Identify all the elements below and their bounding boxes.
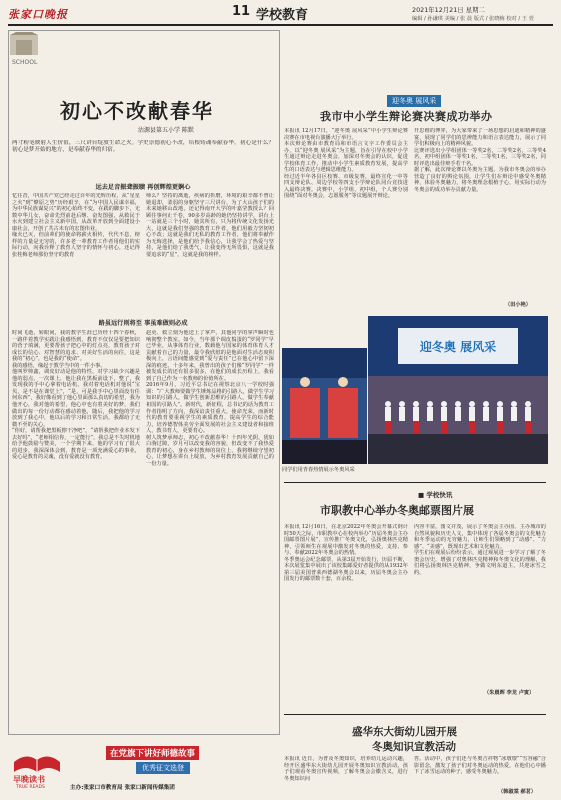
right2-col-a: 本报讯 12月16日，在北京2022年冬奥会开幕式倒计时50天之际，市职教中心在校内举办“历届冬奥会主办国邮票图片展”，宣传推广冬奥文化，弘扬奥林匹克精神，引领师生在观展中激发对冬奥的热爱，支持、参与、奉献2022年冬奥会的热情。 冬季奥运会纪念邮票，从第3届开始发行，历届不断，本次展览集中展出了该校集邮爱好者提供的从1932年第三届美国普莱西德湖冬奥会以来，历届冬奥会主办国发行的邮票数十套，百余枚。 — [284, 524, 408, 583]
debate-stage-photo — [368, 316, 548, 464]
logo-text: SCHOOL — [12, 59, 38, 66]
left-headline: 初心不改献春华 — [60, 99, 214, 123]
right2-col-b: 内容丰富，图文并茂，展示了冬奥会主办国、主办城市的自然风貌和历史人文，集中体现了各届冬奥会的文化魅力和冬季运动的无穷魅力，让师生们领略到了“动感”、“力感”、“美感”，既现出艺术和文化魅力。 学生们在观展后纷纷表示，通过观展进一步学习了解了冬奥会历史，增强了对奥林匹克精神和冬奥文化的理解，我们将弘扬奥林匹克精神，争做文明东道主，共迎冰雪之约。 — [414, 524, 546, 576]
left-intro: 两寸粉笔映射人生价值，三尺讲台绽放生命之火。学史崇德初心不改，培根铸魂奉献春华。初心是什么？初心是梦开始的地方，是奉献春华的归宿。 — [12, 140, 274, 153]
photo-caption: 同学们用青春热情展示冬奥风采 — [282, 467, 355, 473]
left-col-2b: 赵更、救立刻为他送上了掌声，其他同学的掌声瞬时也响彻整个教室。如今，当年那个调皮捣蛋的“罗同学”早已毕业，从事体育行业，数载他与国家的体育体育人才贡献着自己的力量，最令我欣慰的是他面对生活态度积极向上，言语间能感觉到“爱与责任”已在他心中留下深深的痕迹。十多年来，我曾出的孩子们像“罗同学”一样被发成长的还有很多很多，在他们的成长历程上，我看到了自己作为一名教师的价值所在。 2016年9月，习近平总书记在视察北京八一学校时强调：“广大教师要做学生锤炼品格的引路人，做学生学习知识的引路人，做学生创新思维的引路人，做学生奉献祖国的引路人”。新时代，新征程，总书记的话为教育工作者指明了方向，我深谙责任重大，使命光荣。而新时代的教育要重视学生的素质教育，提高学生的综合能力，培养德智体美劳全面发展的社会主义建设者和接班人，教书育人，更要育心。 树人筑梦承师志，初心不改献春华！十四年光阴，犹如白驹过隙，岁月可以改变我的容貌，但改变不了我热爱教育的初心，身在乡村教师的岗位上，我将继续守望初心，让梦想在讲台上绽放，为乡村教育发展贡献自己的一份力量。 — [146, 330, 274, 467]
kicker-badge: 迎冬奥 展风采 — [387, 95, 441, 107]
right-headline-3-line2: 冬奥知识宣教活动 — [372, 741, 456, 753]
footer-sponsors: 主办:张家口市教育局 张家口新闻传媒集团 — [70, 785, 175, 791]
editors-line: 编辑 / 孙谦琪 美编 / 张 晨 版式 / 张晓梅 校对 / 王 萱 — [412, 16, 534, 22]
right1-col-b: 开思维的博弈，为大家带来了一场思想的启迪和精神的盛宴，展现了同学们的思辨能力和语言表达能力，展示了同学们积极向上的精神风貌。 比赛评选出小学组团体一等奖2名，二等奖2名，三等奖4名，初中组团体一等奖1名，二等奖1名，三等奖2名，同时评选出最佳辩手若干名。 据了解，此次辩论赛以冬奥为主题，为我市冬奥会的举办营造了良好的舆论氛围，让学生们在辩论中感受冬奥精神，体验冬奥魅力，将冬奥理念根植于心，用实际行动为冬奥会的成功举办贡献力量。 — [414, 128, 546, 193]
divider-2 — [284, 714, 546, 715]
book-icon — [8, 738, 66, 778]
left-col-1a: 忆往昔，中国共产党已经走过百年的光辉历程，从“星星之火”到“燎原之势”历经艰辛，在“为中国人民谋幸福，为中华民族谋复兴”的初心始终不变，在践的脚步下，无数中华儿女，奋命先烈前赴后继、奋发图强，从救民于水火到建立社会主义新中国，从改革开放到全面建设小康社会，开创了共古未有的宏图伟业。 缘火已灭，但前辈们的使命将薪火相传，代代不息，榜样的力量是无穷的，许多老一辈教育工作者用他们的实际行动，向我诠释了教育人坚守的情怀与初心。还记得张桂梅老师那份坚守的教育 — [12, 193, 140, 258]
masthead: 张家口晚报 — [8, 8, 68, 21]
left-subhead-2: 路虽远行则将至 事虽难做则必成 — [98, 320, 188, 327]
left-col-2a: 时间飞逝，转眼间，我的教学生涯已历经十四个春秋，一路伴着教学实践让我感悟到，教育不仅仅是要把知识的营子填满，更要帮孩子把心中的灯点亮，教育孩子对成长的信心、对智慧的追求、对美好生活的向往，这是我的“初心”，也是我的“使命”。 我的感悟，缘起于教学当中的一件小事。 他叫罗帅鑫，调皮好动是他的特性，对学习缺少兴趣是他的弱点，一次课上，他让我在黑板前设下，整了，我发现我的手中心拿着电话机，我对着电话机对他说“宝贝，是不是在课堂上”，“是，可是我手中心里面没有任何东西”，我好像看到了他心里面那么真切的希望，我为他开心，我对他的希望，他心中也有着美好的梦，我们做出的每一份行动都在感动着他，随后，我把他的学习放到了我心中，他以后的学习和日常生活，我都给了无微不至的关心。 “你好，请帮我把黑板擦干净吧”，“请帮我把作业本发下去好吗”，“老师相信你，一定能行”，我总是不失时机地给予他鼓励与赞美，一个学期下来，他的学习有了很大的进步，我深深体会到，教育是一项充满爱心的事业，爱心是教育的灵魂，没有爱就没有教育。 — [12, 330, 140, 461]
right3-author: （韩淑棠 郝茗） — [498, 789, 537, 795]
left-col-1b: 师么？坚持的离逝，疾病的折磨，环境的艰辛都不曾让她退却，柔弱的身躯坚守三尺讲台，为了大山孩子们的未来她移山改地，还记得南开大学的叶嘉莹教授么？回顾往事何止千卷，90多岁高龄的她仍坚持讲学，讲台上一站就是三个小时，她其所有，只为将传统文化发扬光大，这就是我们坚强的教育工作者，他们用毅力坚韧初心不改；这就是我们无私的教育工作者，他们将奉献作为无悔选择，是他们给予我信心，让我学会了热爱与坚持，是他们给了我勇气，让我变得无所畏惧，这就是我要追求的“星”，这就是我的榜样。 — [146, 193, 274, 258]
footer-brand-en: TRUE READS — [16, 785, 45, 790]
school-logo-icon — [8, 32, 63, 67]
footer-banner — [8, 738, 280, 796]
divider-1 — [284, 482, 546, 483]
page-title: 学校教育 — [256, 8, 309, 23]
footer-brand: 早晚读书 — [13, 775, 45, 784]
footer-banner-line2: 优秀征文选登 — [136, 762, 190, 774]
right1-col-a: 本报讯 12月17日，“迎冬奥 展风采”中小学生辩论赛决赛在市电视台演播大厅举行。 本次辩论赛由市教育局和市语言文字工作委员会主办，以“迎冬奥 展风采”为主题，旨在引导在校中小学生通过辩论走进冬奥会，加深对冬奥会的认识，促进学校体育工作，推动中小学生素质教育发展，提高学生的口语表达与逻辑思维能力。 经过近半年各县区校赛、市级复赛，最终宣化一中等四支辩论队、周边学校等四支小学辩论队同台竞技进入最终决赛。决赛中，小学组、初中组，个人赛分别围绕“面对冬奥会，志愿服务”等议题展开辩论。 — [284, 128, 408, 200]
photo-banner-text: 迎冬奥 展风采 — [419, 340, 497, 354]
debate-podium-photo — [282, 348, 367, 464]
right-headline-1: 我市中小学生辩论赛决赛成功举办 — [320, 110, 493, 123]
right1-author: （田小艳） — [505, 302, 531, 308]
right3-col-b: 答。活动中，孩子们还与冬奥吉祥物“冰墩墩”“雪容融”合影留念，激发了孩子们对冬奥运动的热爱，在他们心中播下了冰雪运动的种子，感受冬奥魅力。 — [414, 756, 546, 776]
page-number: 11 — [232, 4, 251, 19]
left-byline: 沽源县第五小学 陈默 — [138, 127, 194, 134]
right-headline-2: 市职教中心举办冬奥邮票图片展 — [320, 504, 474, 517]
section-tag: ■ 学校快讯 — [418, 491, 453, 499]
right2-author: （朱晨晖 李龙 卢寅） — [484, 690, 535, 696]
left-subhead-1: 远去足音振聋振聩 再创辉煌更婀心 — [95, 184, 191, 191]
right-headline-3-line1: 盛华东大街幼儿园开展 — [352, 726, 457, 738]
date-line: 2021年12月21日 星期二 — [412, 6, 485, 14]
header-rule — [8, 24, 553, 26]
right3-col-a: 本报讯 近日，为普及冬奥知识，培养幼儿运动兴趣，经开区盛华东大街幼儿园开展冬奥知识宣教活动。孩子们观看冬奥宣传视频，了解冬奥会会徽含义，进行冬奥知识问 — [284, 756, 408, 782]
footer-banner-line1: 在党旗下讲好师德故事 — [106, 746, 199, 760]
